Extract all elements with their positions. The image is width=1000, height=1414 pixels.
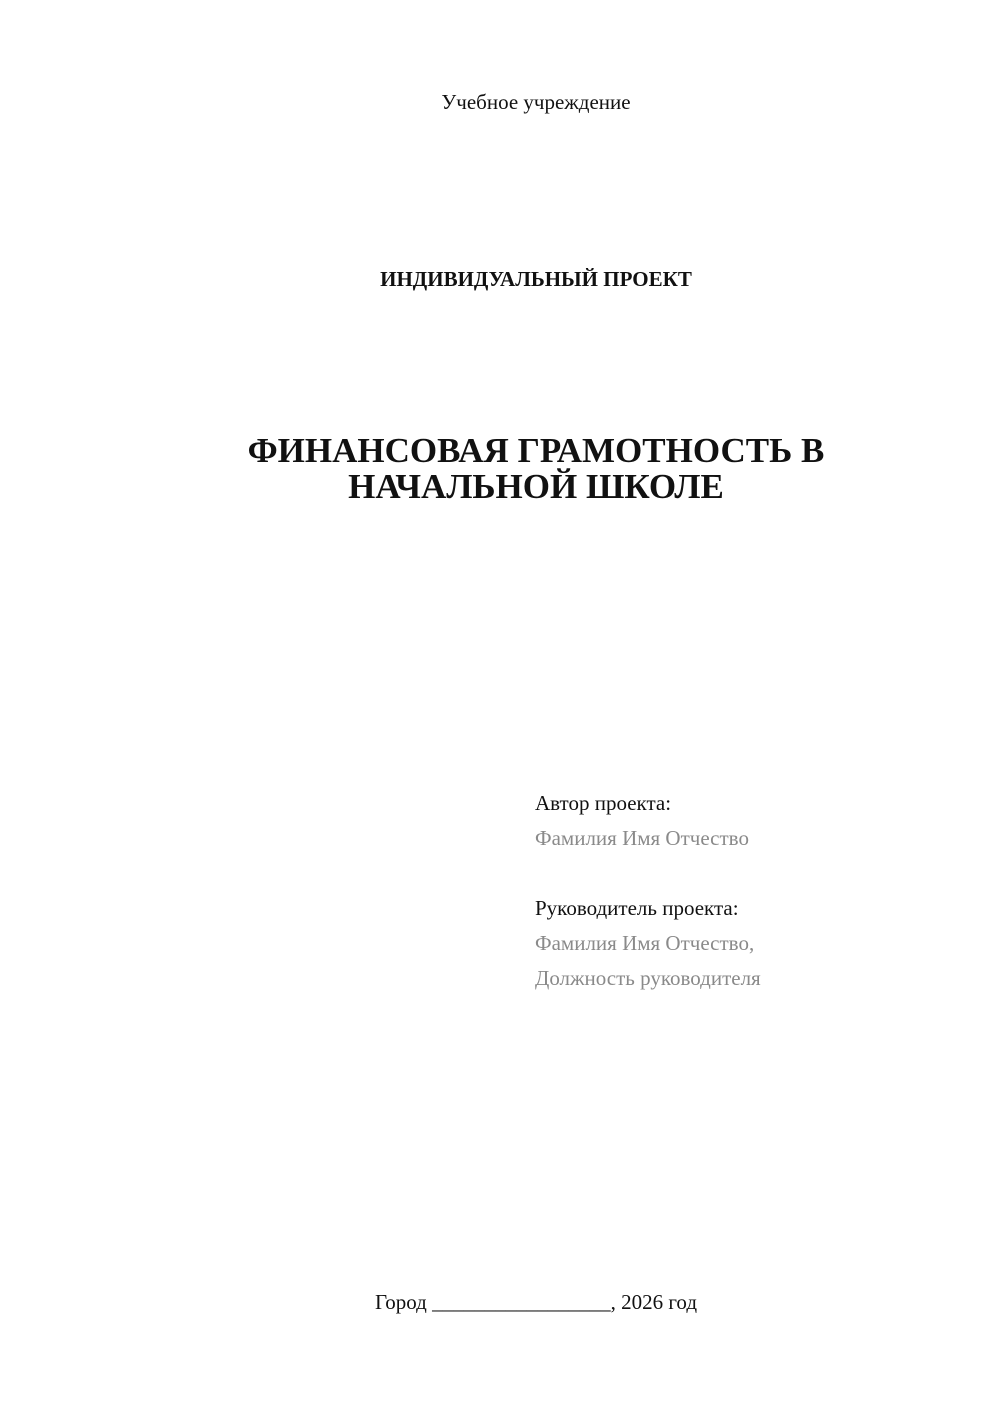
city-year-footer: Город _________________, 2026 год <box>374 1290 698 1314</box>
supervisor-position-placeholder: Должность руководителя <box>535 966 761 990</box>
institution-name: Учебное учреждение <box>441 90 631 114</box>
project-type-heading: ИНДИВИДУАЛЬНЫЙ ПРОЕКТ <box>380 267 692 291</box>
author-label: Автор проекта: <box>535 791 672 815</box>
supervisor-name-placeholder: Фамилия Имя Отчество, <box>535 931 755 955</box>
project-title-line-2: НАЧАЛЬНОЙ ШКОЛЕ <box>348 467 724 506</box>
credits-spacer <box>535 856 975 891</box>
author-name-placeholder: Фамилия Имя Отчество <box>535 826 749 850</box>
supervisor-label: Руководитель проекта: <box>535 896 739 920</box>
project-title <box>0 433 1000 505</box>
credits-block <box>535 786 975 996</box>
project-title-line-1: ФИНАНСОВАЯ ГРАМОТНОСТЬ В <box>247 431 825 470</box>
